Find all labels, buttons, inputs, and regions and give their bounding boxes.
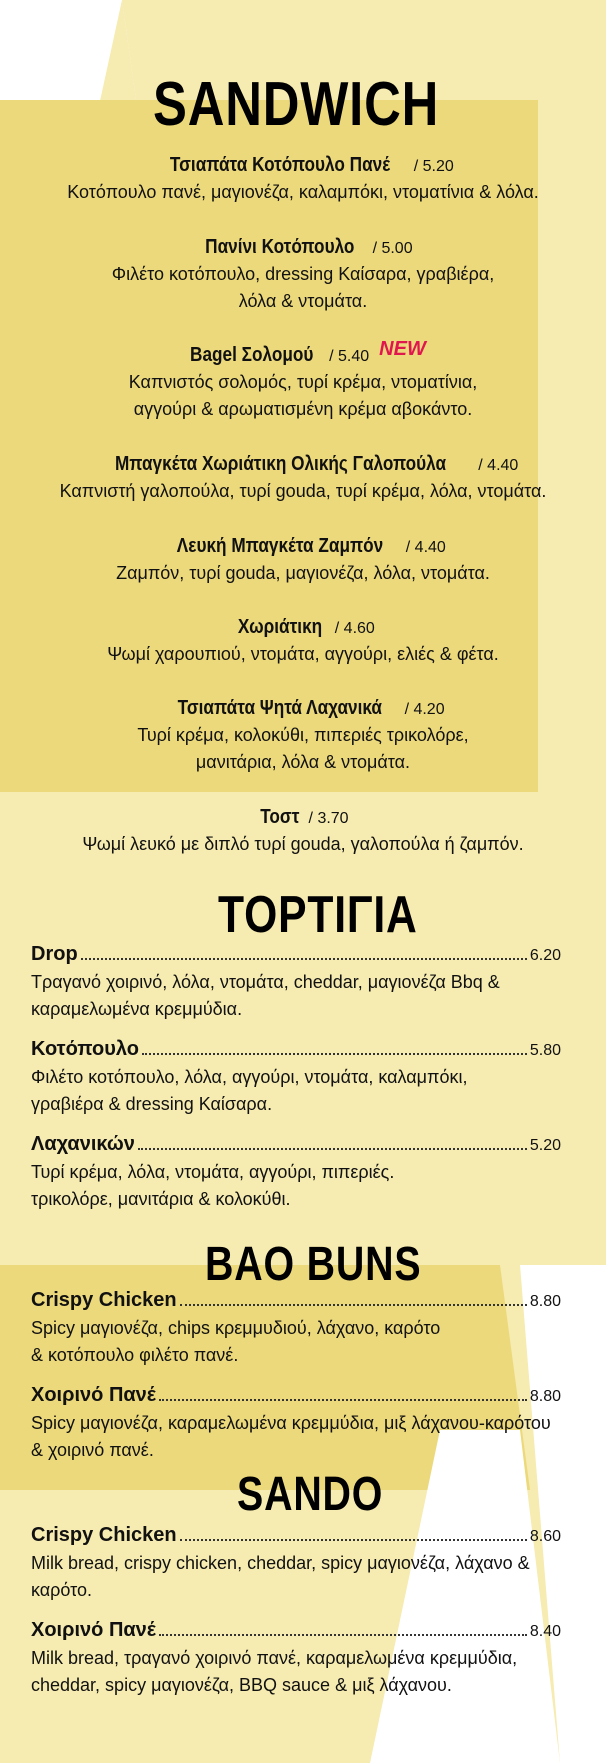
item-description: Ψωμί χαρουπιού, ντομάτα, αγγούρι, ελιές & φέτα. [107,644,499,664]
item-price: / 5.40 [329,348,370,365]
item-description: Ψωμί λευκό με διπλό τυρί gouda, γαλοπούλα ή ζαμπόν. [82,834,524,854]
item-name: Τσιαπάτα Ψητά Λαχανικά [178,697,383,719]
item-description: Φιλέτο κοτόπουλο, dressing Καίσαρα, γραβιέρα, [111,264,495,284]
item-price: 5.20 [529,1137,561,1154]
item-name: Bagel Σολομού [190,344,314,366]
item-name: Πανίνι Κοτόπουλο [205,236,355,258]
item-description: Καπνιστή γαλοπούλα, τυρί gouda, τυρί κρέμα, λόλα, ντομάτα. [59,481,547,501]
item-description: λόλα & ντομάτα. [238,291,368,311]
item-description: & χοιρινό πανέ. [31,1440,154,1460]
dot-leader [180,1539,527,1541]
item-description: Spicy μαγιονέζα, chips κρεμμυδιού, λάχανο, καρότο [31,1318,441,1338]
item-description: Τυρί κρέμα, κολοκύθι, πιπεριές τρικολόρε, [137,725,469,745]
item-description: Milk bread, τραγανό χοιρινό πανέ, καραμελωμένα κρεμμύδια, [31,1648,518,1668]
dot-leader [159,1634,527,1636]
item-description: Ζαμπόν, τυρί gouda, μαγιονέζα, λόλα, ντομάτα. [116,563,490,583]
item-description: αγγούρι & αρωματισμένη κρέμα αβοκάντο. [133,399,473,419]
section-title-sandwich: SANDWICH [153,70,440,139]
item-description: Τραγανό χοιρινό, λόλα, ντομάτα, cheddar, μαγιονέζα Bbq & [31,972,500,992]
item-price: / 4.20 [404,701,445,718]
item-price: / 5.20 [413,158,454,175]
item-price: / 3.70 [308,810,349,827]
item-price: / 5.00 [372,240,413,257]
item-price: 8.60 [529,1528,561,1545]
item-name: Κοτόπουλο [31,1038,139,1060]
item-name: Χοιρινό Πανέ [31,1619,156,1641]
sando-item [31,1524,561,1604]
item-description: γραβιέρα & dressing Καίσαρα. [31,1094,273,1114]
dot-leader [138,1148,527,1150]
item-price: / 4.40 [405,539,446,556]
dot-leader [81,958,527,960]
item-price: / 4.40 [478,457,519,474]
section-title-sando: SANDO [237,1468,384,1521]
dot-leader [142,1053,527,1055]
bao-item [31,1289,561,1369]
sandwich-item [0,696,606,776]
tortilla-item [31,1133,561,1213]
tortilla-item [31,1038,561,1118]
tortilla-item [31,943,561,1023]
sando-item [31,1619,561,1699]
item-description: cheddar, spicy μαγιονέζα, BBQ sauce & μιξ λάχανου. [31,1675,452,1695]
item-name: Χοιρινό Πανέ [31,1384,156,1406]
sandwich-item [0,615,606,668]
item-price: / 4.60 [334,620,375,637]
dot-leader [180,1304,527,1306]
item-price: 5.80 [529,1042,561,1059]
item-description: Φιλέτο κοτόπουλο, λόλα, αγγούρι, ντομάτα, καλαμπόκι, [31,1067,468,1087]
item-name: Μπαγκέτα Χωριάτικη Ολικής Γαλοπούλα [114,453,446,475]
section-title-bao-buns: BAO BUNS [205,1238,422,1291]
sandwich-item [0,235,606,315]
dot-leader [159,1399,527,1401]
item-description: Καπνιστός σολομός, τυρί κρέμα, ντοματίνια, [128,372,478,392]
bao-item [31,1384,561,1464]
new-badge: NEW [379,338,426,360]
item-description: τρικολόρε, μανιτάρια & κολοκύθι. [31,1189,291,1209]
item-description: Milk bread, crispy chicken, cheddar, spicy μαγιονέζα, λάχανο & [31,1553,530,1573]
sandwich-item [0,153,606,206]
item-description: καραμελωμένα κρεμμύδια. [31,999,243,1019]
section-title-tortilla: ΤΟΡΤΙΓΙΑ [218,886,418,944]
item-description: μανιτάρια, λόλα & ντομάτα. [195,752,411,772]
sandwich-item [0,338,606,423]
item-name: Drop [31,943,78,965]
item-description: Κοτόπουλο πανέ, μαγιονέζα, καλαμπόκι, ντοματίνια & λόλα. [67,182,539,202]
item-name: Crispy Chicken [31,1524,177,1546]
item-description: καρότο. [31,1580,93,1600]
item-name: Crispy Chicken [31,1289,177,1311]
item-description: & κοτόπουλο φιλέτο πανέ. [31,1345,239,1365]
sandwich-item [0,452,606,505]
sandwich-item [0,805,606,858]
item-description: Spicy μαγιονέζα, καραμελωμένα κρεμμύδια, μιξ λάχανου-καρότου [31,1413,551,1433]
item-description: Τυρί κρέμα, λόλα, ντομάτα, αγγούρι, πιπεριές. [31,1162,395,1182]
item-price: 8.40 [529,1623,561,1640]
item-name: Λαχανικών [31,1133,135,1155]
item-price: 6.20 [529,947,561,964]
item-name: Λευκή Μπαγκέτα Ζαμπόν [176,535,384,557]
item-price: 8.80 [529,1293,561,1310]
item-name: Τοστ [260,806,300,828]
item-name: Τσιαπάτα Κοτόπουλο Πανέ [170,154,391,176]
item-name: Χωριάτικη [238,616,323,638]
item-price: 8.80 [529,1388,561,1405]
sandwich-item [0,534,606,587]
